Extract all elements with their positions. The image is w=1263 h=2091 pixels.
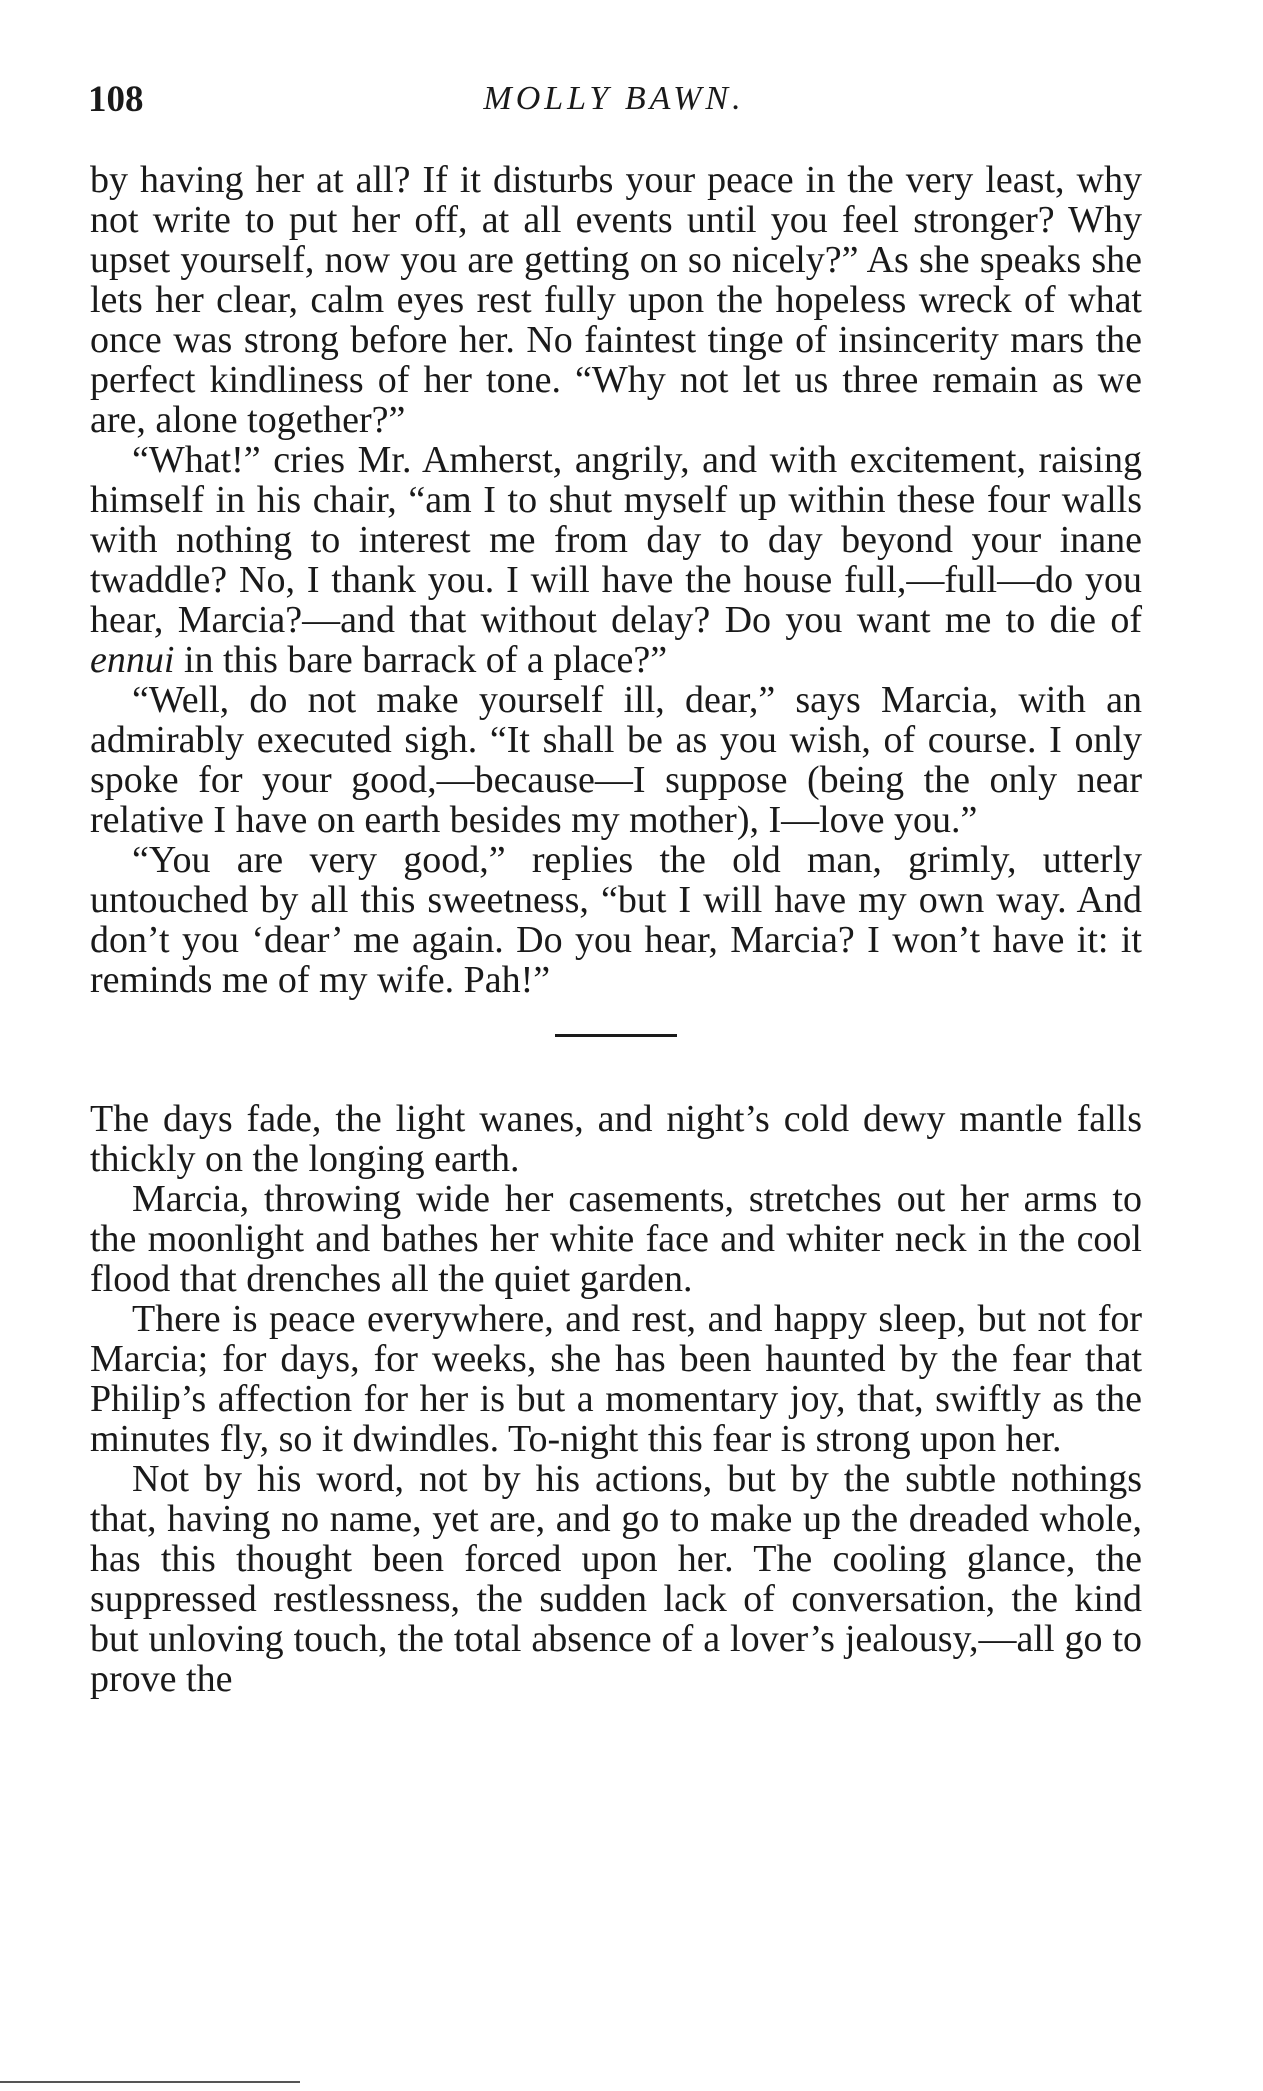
page-number: 108 <box>88 79 144 120</box>
text-run: in this bare barrack of a place?” <box>174 639 668 681</box>
text-run: “You are very good,” replies the old man, grimly, utterly untouched by all this sweetness, “but I will have my own way. And don’t you ‘dear’ me again. Do you hear, Marcia? I won’t have it: it reminds me of my wife. Pah!” <box>90 839 1142 1001</box>
text-run: by having her at all? If it disturbs your peace in the very least, why not write to put her off, at all events until you feel stronger? Why upset yourself, now you are getting on so nicely?” As she speaks she lets her clear, calm eyes rest fully upon the hopeless wreck of what once was strong before her. No faintest tinge of insincerity mars the perfect kindliness of her tone. “Why not let us three remain as we are, alone together?” <box>90 159 1142 441</box>
paragraph <box>90 1299 1142 1459</box>
bottom-edge-line <box>0 2081 300 2083</box>
text-run: Marcia, throwing wide her casements, stretches out her arms to the moonlight and bathes her white face and whiter neck in the cool flood that drenches all the quiet garden. <box>90 1178 1142 1300</box>
running-head <box>88 78 1140 128</box>
text-run: There is peace everywhere, and rest, and happy sleep, but not for Marcia; for days, for weeks, she has been haunted by the fear that Philip’s affection for her is but a momentary joy, that, swiftly as the minutes fly, so it dwindles. To-night this fear is strong upon her. <box>90 1298 1142 1460</box>
paragraph <box>90 160 1142 440</box>
body-text <box>90 160 1142 1699</box>
paragraph <box>90 840 1142 1000</box>
text-run: “What!” cries Mr. Amherst, angrily, and with excitement, raising himself in his chair, “am I to shut myself up within these four walls with nothing to interest me from day to day beyond your inane twaddle? No, I thank you. I will have the house full,—full—do you hear, Marcia?—and that without delay? Do you want me to die of <box>90 439 1142 641</box>
paragraph <box>90 1099 1142 1179</box>
italic-word: ennui <box>90 639 175 681</box>
paragraph <box>90 440 1142 680</box>
paragraph <box>90 680 1142 840</box>
running-title: MOLLY BAWN. <box>483 80 745 117</box>
paragraph <box>90 1179 1142 1299</box>
text-run: “Well, do not make yourself ill, dear,” says Marcia, with an admirably executed sigh. “It shall be as you wish, of course. I only spoke for your good,—because—I suppose (being the only near relative I have on earth besides my mother), I—love you.” <box>90 679 1142 841</box>
paragraph <box>90 1459 1142 1699</box>
page-edge-mark <box>1235 0 1255 48</box>
text-run: Not by his word, not by his actions, but by the subtle nothings that, having no name, yet are, and go to make up the dreaded whole, has this thought been forced upon her. The cooling glance, the suppressed restlessness, the sudden lack of conversation, the kind but unloving touch, the total absence of a lover’s jealousy,—all go to prove the <box>90 1458 1142 1700</box>
section-break-rule <box>555 1034 677 1037</box>
text-run: The days fade, the light wanes, and night’s cold dewy mantle falls thickly on the longing earth. <box>90 1098 1142 1180</box>
